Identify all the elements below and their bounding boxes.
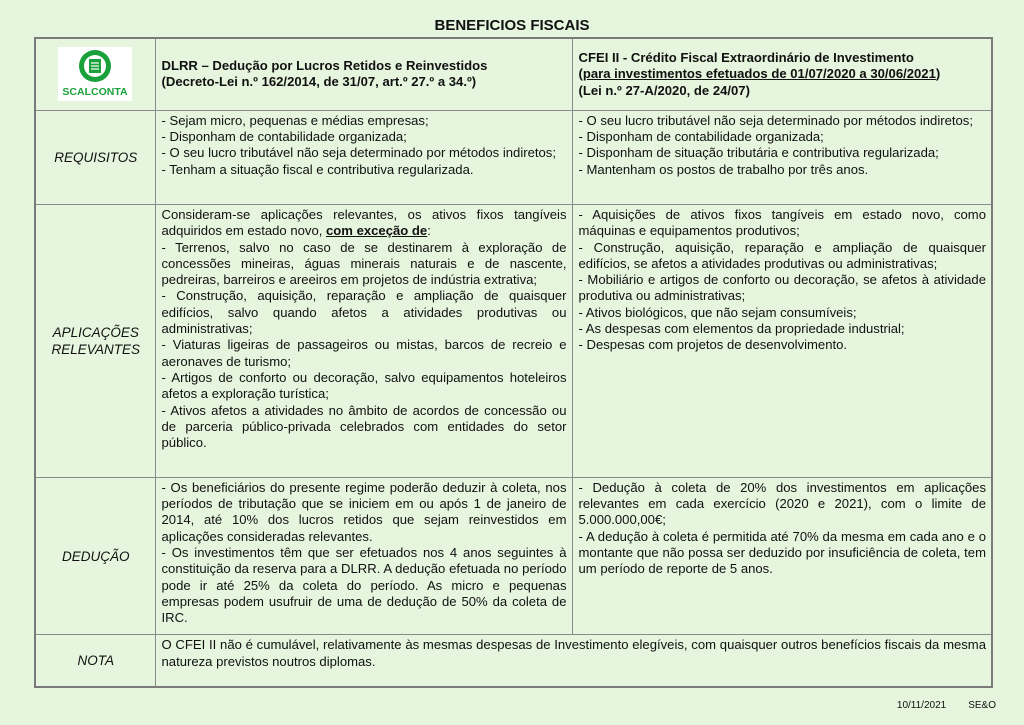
exception-emphasis: com exceção de	[326, 223, 428, 239]
list-item: - Dedução à coleta de 20% dos investimentos em aplicações relevantes em cada exercício (2020 e 2021), com o limite de 5.000.000,00€;	[578, 479, 986, 528]
list-item: - As despesas com elementos da propriedade industrial;	[578, 321, 905, 337]
list-item: - O seu lucro tributável não seja determinado por métodos indiretos;	[578, 112, 973, 128]
deducao-dlrr	[155, 477, 572, 634]
list-item: - Disponham de contabilidade organizada;	[578, 129, 824, 145]
aplicacoes-row	[35, 205, 992, 478]
list-item: - Disponham de contabilidade organizada;	[161, 129, 407, 145]
intro-colon: :	[427, 223, 431, 239]
list-item: - Tenham a situação fiscal e contributiva regularizada.	[161, 161, 474, 177]
footer-date: 10/11/2021	[896, 700, 947, 711]
scalconta-logo	[57, 46, 133, 102]
deducao-label: DEDUÇÃO	[35, 477, 155, 634]
nota-row	[35, 635, 992, 687]
list-item: - Artigos de conforto ou decoração, salvo equipamentos hoteleiros afetos a exploração turística;	[161, 369, 567, 402]
aplicacoes-cfei	[572, 205, 992, 478]
list-item: - Os investimentos têm que ser efetuados nos 4 anos seguintes à constituição da reserva para a DLRR. A dedução efetuada no período pode ir até 25% da coleta do período. As micro e pequenas empresas podem usufruir de uma de dedução de 50% da coleta de IRC.	[161, 545, 567, 626]
aplicacoes-dlrr-intro	[162, 207, 567, 240]
nota-label: NOTA	[35, 635, 155, 687]
list-item: - Despesas com projetos de desenvolvimento.	[578, 337, 848, 353]
cfei-header	[572, 38, 992, 110]
requisitos-row	[35, 110, 992, 204]
cfei-scope-line	[579, 66, 987, 82]
page-title: BENEFICIOS FISCAIS	[434, 17, 590, 34]
footer-initials: SE&O	[968, 700, 996, 711]
nota-text: O CFEI II não é cumulável, relativamente às mesmas despesas de Investimento elegíveis, com quaisquer outros benefícios fiscais da mesma natureza previstos noutros diplomas.	[155, 635, 992, 687]
list-item: - Sejam micro, pequenas e médias empresas;	[161, 112, 429, 128]
list-item: - Mobiliário e artigos de conforto ou decoração, se afetos à atividade produtiva ou administrativas;	[578, 272, 986, 304]
list-item: - Mantenham os postos de trabalho por três anos.	[578, 161, 869, 177]
list-item: - O seu lucro tributável não seja determinado por métodos indiretos;	[161, 145, 556, 161]
intro-text: Consideram-se aplicações relevantes, os ativos fixos tangíveis adquiridos em estado novo,	[161, 207, 567, 239]
benefits-table	[34, 37, 993, 688]
list-item: - Disponham de situação tributária e contributiva regularizada;	[578, 145, 939, 161]
list-item: - Ativos biológicos, que não sejam consumíveis;	[578, 304, 857, 320]
list-item: - Viaturas ligeiras de passageiros ou mistas, barcos de recreio e aeronaves de turismo;	[161, 337, 567, 369]
aplicacoes-label	[35, 205, 155, 478]
list-item: - Construção, aquisição, reparação e ampliação de quaisquer edifícios, se afetos a atividades produtivas ou administrativas;	[578, 239, 986, 271]
aplicacoes-dlrr	[155, 205, 572, 478]
deducao-row	[35, 477, 992, 634]
logo-cell	[35, 38, 155, 110]
list-item: - Ativos afetos a atividades no âmbito de acordos de concessão ou de parceria público-privada celebrados com entidades do setor público.	[161, 402, 567, 451]
cfei-law: (Lei n.º 27-A/2020, de 24/07)	[578, 82, 750, 98]
list-item: - Construção, aquisição, reparação e ampliação de quaisquer edifícios, salvo quando afetos a atividades produtivas ou administrativas;	[161, 288, 567, 337]
dlrr-title: DLRR – Dedução por Lucros Retidos e Reinvestidos	[161, 58, 488, 74]
cfei-title: CFEI II - Crédito Fiscal Extraordinário de Investimento	[578, 49, 914, 65]
list-item: - A dedução à coleta é permitida até 70% da mesma em cada ano e o montante que não possa ser deduzido por insuficiência de coleta, tem um período de reporte de 5 anos.	[578, 528, 986, 577]
requisitos-dlrr	[155, 110, 572, 204]
header-row	[35, 38, 992, 110]
aplicacoes-label-line-1: APLICAÇÕES	[52, 324, 139, 340]
cfei-scope: para investimentos efetuados de 01/07/2020 a 30/06/2021	[582, 66, 936, 82]
deducao-cfei	[572, 477, 992, 634]
list-item: - Aquisições de ativos fixos tangíveis em estado novo, como máquinas e equipamentos produtivos;	[578, 207, 986, 239]
list-item: - Terrenos, salvo no caso de se destinarem à exploração de concessões mineiras, águas minerais naturais e de nascente, pedreiras, barreiros e areeiros em projetos de indústria extrativa;	[161, 239, 567, 288]
logo-text: SCALCONTA	[62, 86, 128, 99]
cfei-scope-close: )	[935, 66, 941, 82]
footer	[897, 700, 996, 711]
dlrr-law: (Decreto-Lei n.º 162/2014, de 31/07, art.º 27.º a 34.º)	[161, 74, 477, 90]
list-item: - Os beneficiários do presente regime poderão deduzir à coleta, nos períodos de tributação que se iniciem em ou após 1 de janeiro de 2014, até 10% dos lucros retidos que sejam reinvestidos em aplicações consideradas relevantes.	[161, 479, 567, 544]
aplicacoes-label-line-2: RELEVANTES	[51, 341, 141, 357]
cfei-scope-open: (	[578, 66, 583, 82]
requisitos-cfei	[572, 110, 992, 204]
dlrr-header	[155, 38, 572, 110]
requisitos-label: REQUISITOS	[35, 110, 155, 204]
